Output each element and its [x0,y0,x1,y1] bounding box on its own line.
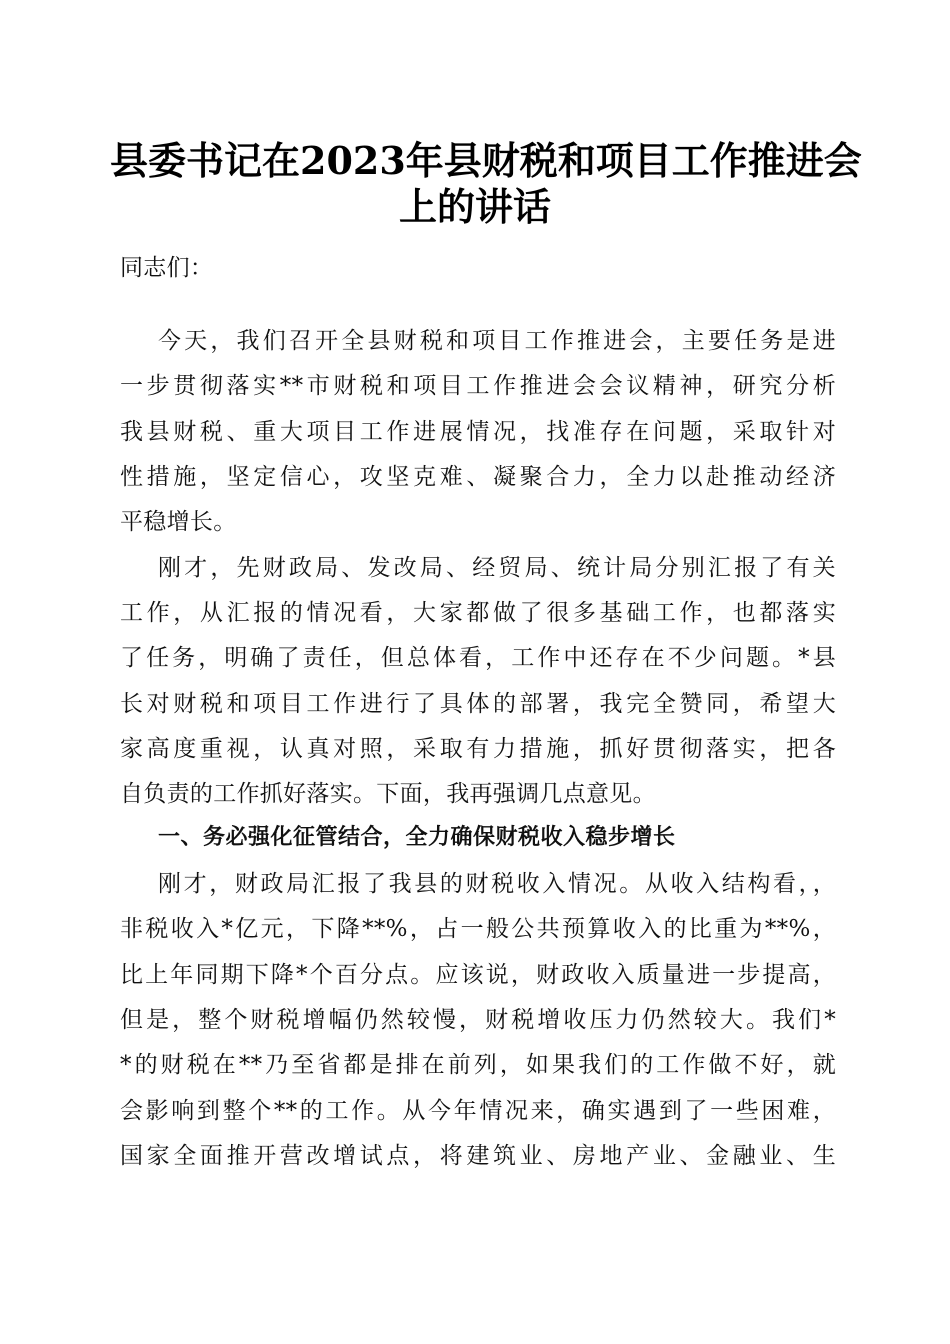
document-title-line-2: 上的讲话 [398,184,551,229]
paragraph-3-line: 会影响到整个**的工作。从今年情况来，确实遇到了一些困难， [120,1098,836,1124]
paragraph-3-line: 国家全面推开营改增试点，将建筑业、房地产业、金融业、生 [120,1143,836,1169]
paragraph-3-line: *的财税在**乃至省都是排在前列，如果我们的工作做不好，就 [120,1052,836,1078]
paragraph-2-line: 家高度重视，认真对照，采取有力措施，抓好贯彻落实，把各 [120,736,836,762]
section-1-heading: 一、务必强化征管结合，全力确保财税收入稳步增长 [158,825,676,850]
document-title-line-1: 县委书记在2023年县财税和项目工作推进会 [110,138,862,183]
paragraph-2-line: 了任务，明确了责任，但总体看，工作中还存在不少问题。*县 [120,645,836,671]
paragraph-1-line: 平稳增长。 [120,509,237,535]
paragraph-3-line: 非税收入*亿元，下降**%，占一般公共预算收入的比重为**%， [120,916,836,942]
paragraph-2-line: 刚才，先财政局、发改局、经贸局、统计局分别汇报了有关 [158,555,836,581]
paragraph-2-line: 自负责的工作抓好落实。下面，我再强调几点意见。 [120,781,656,807]
paragraph-3-line: 刚才，财政局汇报了我县的财税收入情况。从收入结构看，， [158,871,836,897]
paragraph-2-line: 工作，从汇报的情况看，大家都做了很多基础工作，也都落实 [120,600,836,626]
paragraph-3-line: 比上年同期下降*个百分点。应该说，财政收入质量进一步提高， [120,962,836,988]
paragraph-2-line: 长对财税和项目工作进行了具体的部署，我完全赞同，希望大 [120,691,836,717]
paragraph-3-line: 但是，整个财税增幅仍然较慢，财税增收压力仍然较大。我们* [120,1007,836,1033]
paragraph-1-line: 今天，我们召开全县财税和项目工作推进会，主要任务是进 [158,328,836,354]
paragraph-1-line: 我县财税、重大项目工作进展情况，找准存在问题，采取针对 [120,419,836,445]
salutation: 同志们： [120,255,214,281]
paragraph-1-line: 性措施，坚定信心，攻坚克难、凝聚合力，全力以赴推动经济 [120,464,836,490]
paragraph-1-line: 一步贯彻落实**市财税和项目工作推进会会议精神，研究分析 [120,373,836,399]
